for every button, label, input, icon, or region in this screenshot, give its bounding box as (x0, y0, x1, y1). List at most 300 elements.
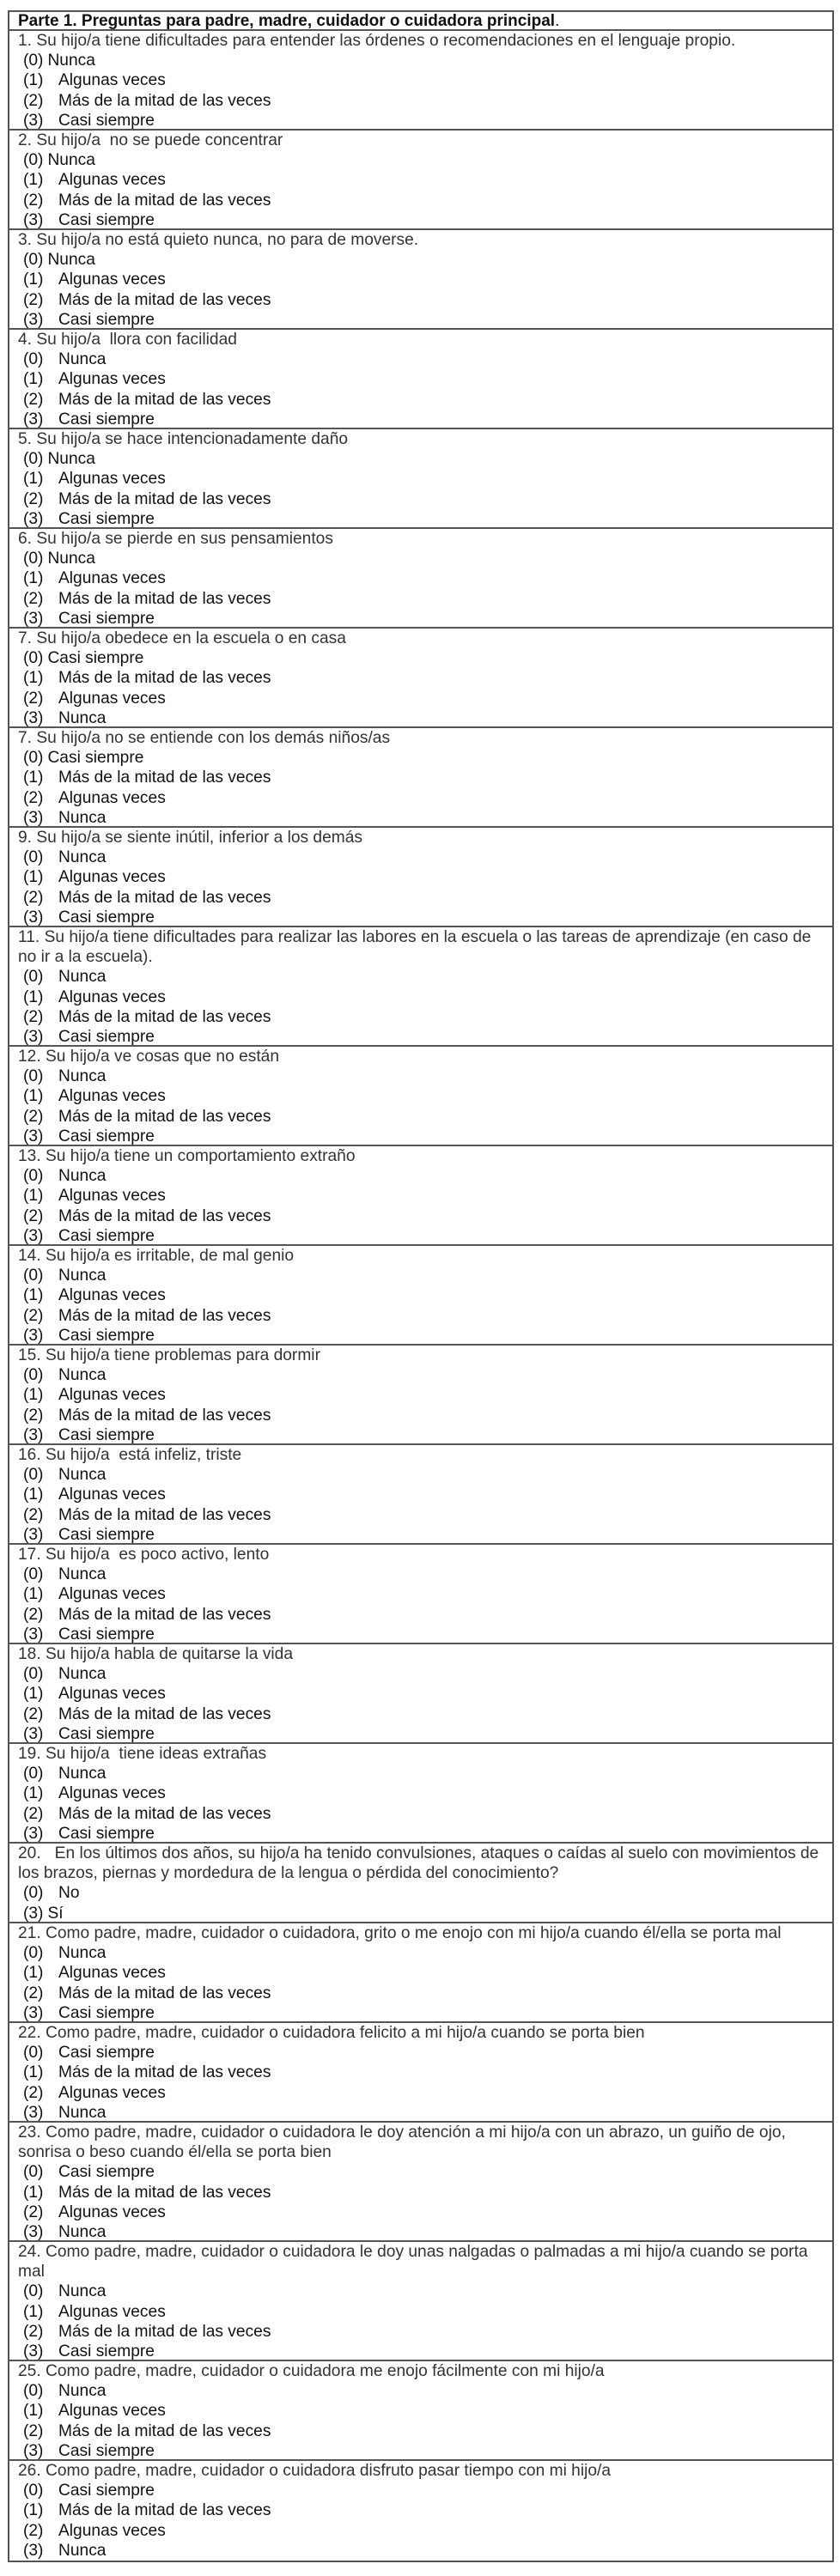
answer-option (18, 648, 825, 668)
option-label: Nunca (47, 450, 95, 469)
answer-option (18, 1365, 825, 1385)
question-text: 24. Como padre, madre, cuidador o cuidadora le doy unas nalgadas o palmadas a mi hijo/a cuando se porta mal (18, 2243, 813, 2281)
answer-option (18, 748, 825, 768)
option-code: (0) (23, 1765, 44, 1783)
option-label: Casi siempre (58, 1226, 155, 1245)
option-label: Más de la mitad de las veces (58, 390, 271, 409)
option-code: (3) (23, 210, 44, 229)
option-code: (3) (23, 1027, 44, 1046)
option-label: Más de la mitad de las veces (58, 1505, 271, 1524)
section-title: Parte 1. Preguntas para padre, madre, cuidador o cuidadora principal (18, 12, 556, 30)
option-code: (2) (23, 2421, 44, 2440)
option-code: (0) (23, 968, 44, 987)
option-label: Nunca (58, 708, 107, 727)
option-code: (3) (23, 1625, 44, 1643)
answer-option (18, 1984, 825, 2003)
option-label: Nunca (58, 1167, 107, 1186)
option-code: (0) (23, 2382, 44, 2401)
option-label: Más de la mitad de las veces (58, 669, 271, 688)
answer-options (18, 648, 825, 728)
option-label: Algunas veces (58, 689, 166, 708)
answer-option (18, 708, 825, 728)
answer-option (18, 1226, 825, 1246)
answer-option (18, 250, 825, 270)
option-label: Casi siempre (58, 2163, 155, 2182)
option-code: (3) (23, 2441, 44, 2460)
question-text: 21. Como padre, madre, cuidador o cuidadora, grito o me enojo con mi hijo/a cuando él/ella se porta mal (18, 1924, 782, 1942)
option-label: Más de la mitad de las veces (58, 2501, 271, 2520)
question-text: 3. Su hijo/a no está quieto nunca, no para de moverse. (18, 231, 419, 249)
option-label: Casi siempre (47, 749, 144, 768)
option-code: (2) (23, 1605, 44, 1624)
option-code: (3) (23, 111, 44, 130)
option-code: (2) (23, 1306, 44, 1325)
option-label: Más de la mitad de las veces (58, 769, 271, 787)
answer-option (18, 310, 825, 330)
option-label: Más de la mitad de las veces (58, 2063, 271, 2082)
option-code: (0) (23, 848, 44, 867)
answer-option (18, 449, 825, 469)
answer-option (18, 788, 825, 808)
option-label: Casi siempre (58, 1824, 155, 1843)
option-code: (1) (23, 1087, 44, 1106)
answer-option (18, 1406, 825, 1425)
question-row-13 (9, 1246, 832, 1346)
questionnaire-table (8, 10, 834, 2562)
option-label: Algunas veces (58, 788, 166, 807)
option-label: Más de la mitad de las veces (58, 1107, 271, 1126)
option-code: (3) (23, 1724, 44, 1743)
option-code: (0) (23, 2282, 44, 2301)
option-code: (2) (23, 589, 44, 608)
answer-option (18, 390, 825, 410)
option-label: Casi siempre (58, 2441, 155, 2460)
option-label: Algunas veces (58, 71, 166, 90)
option-label: Más de la mitad de las veces (58, 1206, 271, 1225)
option-code: (1) (23, 71, 44, 90)
question-text: 19. Su hijo/a tiene ideas extrañas (18, 1745, 267, 1763)
option-code: (0) (23, 2163, 44, 2182)
option-label: Nunca (58, 1067, 107, 1086)
option-label: Algunas veces (58, 569, 166, 588)
answer-options (18, 51, 825, 131)
option-code: (0) (23, 350, 44, 369)
answer-option (18, 349, 825, 369)
question-row-3 (9, 230, 832, 330)
option-label: Algunas veces (58, 2302, 166, 2321)
option-label: Más de la mitad de las veces (58, 2322, 271, 2341)
option-label: Más de la mitad de las veces (58, 1406, 271, 1425)
option-label: Nunca (47, 550, 95, 568)
answer-option (18, 768, 825, 787)
option-code: (1) (23, 868, 44, 887)
answer-option (18, 689, 825, 708)
option-code: (3) (23, 1904, 44, 1923)
question-text: 23. Como padre, madre, cuidador o cuidadora le doy atención a mi hijo/a con un abrazo, un guiño de ojo, sonrisa o beso cuando él/ella se porta bien (18, 2123, 791, 2162)
option-label: Casi siempre (47, 649, 144, 668)
answer-option (18, 70, 825, 90)
option-code: (1) (23, 1585, 44, 1604)
answer-option (18, 1824, 825, 1844)
option-label: Algunas veces (58, 1187, 166, 1206)
answer-option (18, 987, 825, 1007)
option-code: (2) (23, 1406, 44, 1425)
answer-option (18, 290, 825, 310)
option-code: (3) (23, 1525, 44, 1544)
option-label: Casi siempre (58, 1724, 155, 1743)
option-label: Nunca (58, 1366, 107, 1385)
option-code: (0) (23, 1944, 44, 1963)
option-code: (0) (23, 1466, 44, 1485)
option-code: (3) (23, 2222, 44, 2241)
answer-option (18, 1764, 825, 1783)
answer-option (18, 1485, 825, 1504)
option-code: (1) (23, 2402, 44, 2421)
answer-option (18, 2441, 825, 2461)
question-text: 14. Su hijo/a es irritable, de mal genio (18, 1247, 295, 1265)
answer-option (18, 210, 825, 230)
answer-options (18, 2281, 825, 2361)
option-label: Nunca (47, 251, 95, 270)
question-row-5 (9, 429, 832, 529)
option-code: (2) (23, 290, 44, 309)
question-row-22 (9, 2123, 832, 2242)
option-label: Algunas veces (58, 868, 166, 887)
option-code: (1) (23, 2302, 44, 2321)
answer-options (18, 2481, 825, 2561)
answer-option (18, 867, 825, 887)
answer-option (18, 2381, 825, 2401)
answer-option (18, 1007, 825, 1027)
answer-option (18, 1465, 825, 1485)
answer-option (18, 1186, 825, 1206)
option-code: (1) (23, 370, 44, 389)
question-text: 15. Su hijo/a tiene problemas para dormir (18, 1346, 320, 1364)
option-label: Algunas veces (58, 470, 166, 489)
option-label: Nunca (58, 2222, 107, 2241)
option-code: (1) (23, 171, 44, 190)
option-label: Nunca (58, 848, 107, 867)
option-code: (1) (23, 669, 44, 688)
option-code: (2) (23, 1704, 44, 1723)
answer-option (18, 2183, 825, 2202)
answer-options (18, 549, 825, 629)
option-label: Casi siempre (58, 310, 155, 329)
answer-option (18, 2281, 825, 2301)
option-code: (3) (23, 1326, 44, 1345)
option-label: Más de la mitad de las veces (58, 1605, 271, 1624)
option-label: Nunca (58, 1944, 107, 1963)
option-label: No (58, 1884, 80, 1903)
option-code: (2) (23, 788, 44, 807)
option-label: Algunas veces (58, 2083, 166, 2102)
option-code: (1) (23, 2183, 44, 2202)
answer-option (18, 2302, 825, 2322)
option-code: (0) (23, 550, 44, 568)
option-code: (2) (23, 2521, 44, 2540)
option-code: (0) (23, 450, 44, 469)
option-code: (0) (23, 1267, 44, 1285)
question-row-16 (9, 1545, 832, 1644)
option-label: Nunca (58, 1466, 107, 1485)
option-label: Más de la mitad de las veces (58, 2421, 271, 2440)
option-label: Más de la mitad de las veces (58, 1306, 271, 1325)
option-code: (3) (23, 509, 44, 528)
question-text: 5. Su hijo/a se hace intencionadamente daño (18, 430, 349, 448)
answer-option (18, 1684, 825, 1704)
option-code: (3) (23, 2103, 44, 2122)
option-code: (2) (23, 91, 44, 110)
option-label: Algunas veces (58, 1685, 166, 1704)
option-code: (3) (23, 808, 44, 827)
question-row-1 (9, 31, 832, 131)
option-label: Algunas veces (58, 987, 166, 1006)
question-row-20 (9, 1923, 832, 2023)
question-row-11 (9, 1047, 832, 1146)
answer-option (18, 1625, 825, 1644)
option-code: (1) (23, 987, 44, 1006)
answer-option (18, 2063, 825, 2082)
question-row-17 (9, 1644, 832, 1744)
option-label: Casi siempre (58, 2044, 155, 2063)
answer-options (18, 1943, 825, 2023)
option-label: Casi siempre (58, 509, 155, 528)
questions-list (9, 31, 832, 2561)
section-title-period: . (555, 12, 560, 30)
question-row-9 (9, 828, 832, 927)
question-row-24 (9, 2361, 832, 2461)
option-label: Nunca (58, 1765, 107, 1783)
option-label: Algunas veces (58, 2402, 166, 2421)
answer-options (18, 1664, 825, 1744)
answer-option (18, 1804, 825, 1824)
option-code: (2) (23, 1007, 44, 1026)
question-text: 9. Su hijo/a se siente inútil, inferior a los demás (18, 829, 363, 847)
option-code: (0) (23, 1366, 44, 1385)
answer-option (18, 1605, 825, 1625)
option-label: Más de la mitad de las veces (58, 290, 271, 309)
option-label: Más de la mitad de las veces (58, 1007, 271, 1026)
answer-option (18, 1385, 825, 1405)
answer-option (18, 91, 825, 111)
answer-option (18, 1704, 825, 1724)
answer-options (18, 748, 825, 828)
answer-option (18, 1166, 825, 1186)
option-label: Algunas veces (58, 2202, 166, 2221)
option-code: (3) (23, 2003, 44, 2022)
answer-options (18, 1465, 825, 1545)
option-label: Algunas veces (58, 1585, 166, 1604)
option-label: Algunas veces (58, 1087, 166, 1106)
answer-options (18, 1764, 825, 1844)
answer-options (18, 1166, 825, 1246)
option-code: (3) (23, 310, 44, 329)
answer-option (18, 2202, 825, 2222)
option-code: (0) (23, 749, 44, 768)
answer-options (18, 2162, 825, 2242)
option-label: Algunas veces (58, 1485, 166, 1504)
option-code: (1) (23, 1386, 44, 1405)
answer-option (18, 2103, 825, 2123)
option-code: (0) (23, 1565, 44, 1584)
answer-option (18, 2481, 825, 2500)
answer-option (18, 1306, 825, 1326)
option-label: Algunas veces (58, 1386, 166, 1405)
option-code: (2) (23, 1505, 44, 1524)
option-label: Nunca (58, 350, 107, 369)
answer-option (18, 1266, 825, 1285)
option-code: (1) (23, 1784, 44, 1803)
answer-options (18, 2043, 825, 2123)
option-code: (1) (23, 1485, 44, 1504)
option-code: (1) (23, 1685, 44, 1704)
option-code: (0) (23, 151, 44, 170)
answer-option (18, 1943, 825, 1963)
answer-option (18, 1564, 825, 1584)
option-label: Más de la mitad de las veces (58, 1704, 271, 1723)
question-text: 12. Su hijo/a ve cosas que no están (18, 1048, 280, 1066)
option-code: (0) (23, 1067, 44, 1086)
answer-option (18, 489, 825, 509)
option-code: (1) (23, 270, 44, 289)
option-label: Casi siempre (58, 111, 155, 130)
option-code: (0) (23, 1884, 44, 1903)
answer-options (18, 349, 825, 429)
option-code: (3) (23, 410, 44, 428)
option-code: (3) (23, 1824, 44, 1843)
option-label: Casi siempre (58, 908, 155, 927)
option-label: Casi siempre (58, 609, 155, 628)
option-label: Casi siempre (58, 2342, 155, 2360)
option-label: Algunas veces (58, 1286, 166, 1305)
option-label: Nunca (58, 1267, 107, 1285)
answer-option (18, 1724, 825, 1744)
answer-option (18, 609, 825, 629)
question-row-4 (9, 330, 832, 429)
option-label: Más de la mitad de las veces (58, 191, 271, 210)
question-text: 20. En los últimos dos años, su hijo/a ha tenido convulsiones, ataques o caídas al suelo con movimientos de los brazos, piernas y mordedura de la lengua o pérdida del conocimiento? (18, 1844, 824, 1883)
option-label: Nunca (58, 1565, 107, 1584)
answer-option (18, 2322, 825, 2342)
question-text: 2. Su hijo/a no se puede concentrar (18, 131, 283, 149)
option-label: Casi siempre (58, 1326, 155, 1345)
option-label: Nunca (58, 968, 107, 987)
option-code: (1) (23, 2063, 44, 2082)
question-row-25 (9, 2461, 832, 2561)
option-code: (2) (23, 489, 44, 508)
answer-option (18, 509, 825, 529)
option-code: (1) (23, 569, 44, 588)
option-label: Casi siempre (58, 1525, 155, 1544)
question-text: 11. Su hijo/a tiene dificultades para realizar las labores en la escuela o las tareas de aprendizaje (en caso de no ir a la escuela). (18, 928, 816, 967)
option-code: (2) (23, 1984, 44, 2002)
option-code: (2) (23, 2322, 44, 2341)
answer-option (18, 270, 825, 289)
answer-option (18, 469, 825, 489)
answer-option (18, 2043, 825, 2063)
answer-options (18, 2381, 825, 2461)
option-label: Algunas veces (58, 270, 166, 289)
option-label: Casi siempre (58, 1425, 155, 1444)
option-code: (2) (23, 1804, 44, 1823)
option-code: (2) (23, 689, 44, 708)
answer-options (18, 1564, 825, 1644)
option-label: Algunas veces (58, 370, 166, 389)
answer-option (18, 2222, 825, 2242)
option-code: (3) (23, 2541, 44, 2560)
question-text: 26. Como padre, madre, cuidador o cuidadora disfruto pasar tiempo con mi hijo/a (18, 2462, 612, 2480)
option-code: (2) (23, 1107, 44, 1126)
question-text: 6. Su hijo/a se pierde en sus pensamientos (18, 530, 333, 548)
option-code: (3) (23, 609, 44, 628)
option-label: Nunca (58, 2282, 107, 2301)
option-label: Nunca (58, 2541, 107, 2560)
answer-option (18, 668, 825, 688)
question-text: 1. Su hijo/a tiene dificultades para entender las órdenes o recomendaciones en el lenguaje propio. (18, 32, 736, 50)
question-text: 17. Su hijo/a es poco activo, lento (18, 1546, 270, 1564)
question-text: 7. Su hijo/a no se entiende con los demás niños/as (18, 729, 391, 747)
option-label: Casi siempre (58, 1027, 155, 1046)
answer-option (18, 1086, 825, 1106)
option-label: Nunca (58, 1665, 107, 1684)
question-row-7 (9, 629, 832, 728)
option-label: Nunca (58, 2103, 107, 2122)
question-text: 25. Como padre, madre, cuidador o cuidadora me enojo fácilmente con mi hijo/a (18, 2362, 605, 2380)
option-code: (0) (23, 2482, 44, 2500)
question-text: 13. Su hijo/a tiene un comportamiento extraño (18, 1147, 356, 1165)
option-label: Más de la mitad de las veces (58, 2183, 271, 2202)
answer-option (18, 1505, 825, 1525)
option-code: (0) (23, 2044, 44, 2063)
answer-option (18, 589, 825, 609)
option-label: Casi siempre (58, 2003, 155, 2022)
option-code: (0) (23, 1665, 44, 1684)
answer-option (18, 1525, 825, 1545)
answer-option (18, 191, 825, 210)
option-label: Nunca (58, 808, 107, 827)
answer-option (18, 410, 825, 429)
question-row-6 (9, 529, 832, 629)
answer-option (18, 1285, 825, 1305)
answer-option (18, 2342, 825, 2361)
answer-option (18, 1584, 825, 1604)
answer-options (18, 449, 825, 529)
answer-option (18, 170, 825, 190)
answer-option (18, 1027, 825, 1047)
answer-option (18, 150, 825, 170)
option-code: (2) (23, 888, 44, 907)
option-code: (1) (23, 769, 44, 787)
answer-option (18, 848, 825, 867)
answer-options (18, 1883, 825, 1923)
answer-option (18, 1066, 825, 1086)
answer-options (18, 250, 825, 330)
question-text: 4. Su hijo/a llora con facilidad (18, 331, 237, 349)
question-row-18 (9, 1744, 832, 1844)
answer-options (18, 967, 825, 1047)
option-code: (1) (23, 2501, 44, 2520)
option-code: (2) (23, 1206, 44, 1225)
answer-option (18, 888, 825, 908)
answer-option (18, 2083, 825, 2103)
option-code: (1) (23, 1286, 44, 1305)
question-text: 7. Su hijo/a obedece en la escuela o en casa (18, 629, 346, 647)
option-label: Más de la mitad de las veces (58, 888, 271, 907)
option-label: Más de la mitad de las veces (58, 489, 271, 508)
option-code: (3) (23, 1425, 44, 1444)
question-text: 22. Como padre, madre, cuidador o cuidadora felicito a mi hijo/a cuando se porta bien (18, 2024, 645, 2042)
question-row-14 (9, 1346, 832, 1445)
